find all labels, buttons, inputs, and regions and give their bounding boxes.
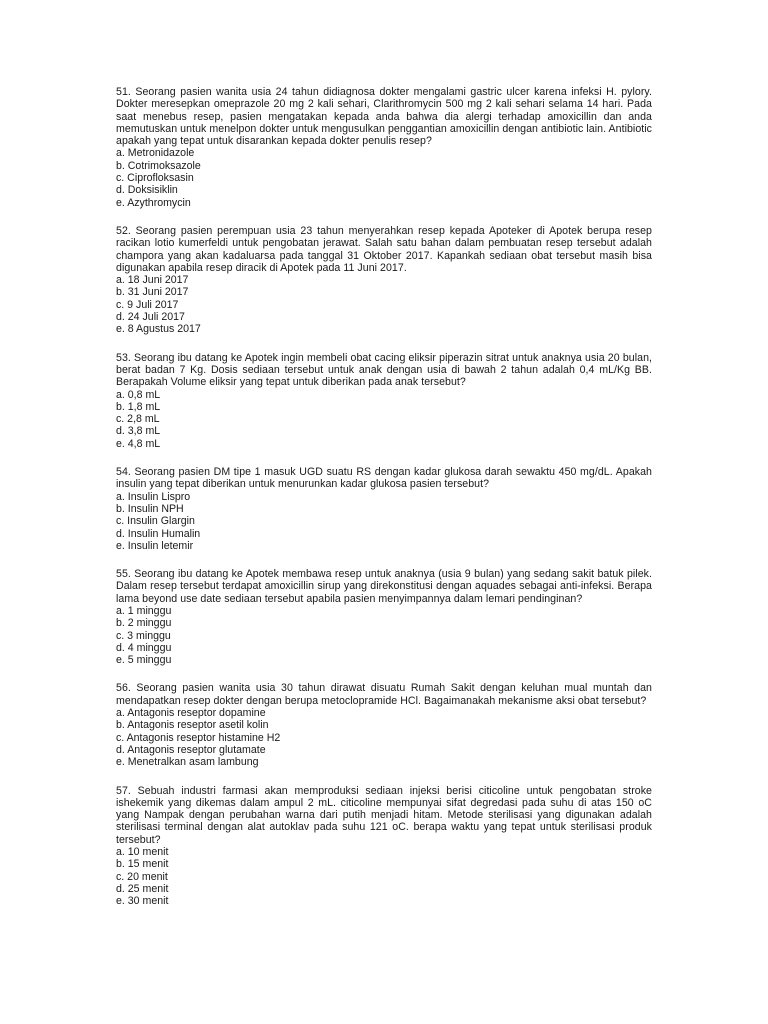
option-b: b. 1,8 mL: [116, 400, 161, 413]
option-a: a. Insulin Lispro: [116, 490, 191, 503]
option-list: [116, 707, 652, 768]
option-d: d. Doksisiklin: [116, 184, 178, 197]
option-e: e. 4,8 mL: [116, 437, 161, 450]
option-a: a. 18 Juni 2017: [116, 274, 189, 287]
option-b: b. Antagonis reseptor asetil kolin: [116, 719, 269, 732]
question-stem: 54. Seorang pasien DM tipe 1 masuk UGD suatu RS dengan kadar glukosa darah sewaktu 450 mg/dL. Apakah insulin yang tepat diberikan untuk menurunkan kadar glukosa pasien tersebut?: [116, 466, 652, 491]
question-stem: 57. Sebuah industri farmasi akan memproduksi sediaan injeksi berisi citicoline untuk pengobatan stroke ishekemik yang dikemas dalam ampul 2 mL. citicoline mempunyai sifat degredasi pada suhu di atas 150 oC yang Nampak dengan perubahan warna dari putih menjadi hitam. Metode sterilisasi yang digunakan adalah sterilisasi terminal dengan alat autoklav pada suhu 121 oC. berapa waktu yang tepat untuk sterilisasi produk tersebut?: [116, 784, 652, 846]
option-b: b. 31 Juni 2017: [116, 286, 189, 299]
option-c: c. 3 minggu: [116, 629, 171, 642]
question-stem: 52. Seorang pasien perempuan usia 23 tahun menyerahkan resep kepada Apoteker di Apotek berupa resep racikan lotio kumerfeldi untuk pengobatan jerawat. Salah satu bahan dalam pembuatan resep tersebut adalah champora yang akan kadaluarsa pada tanggal 31 Oktober 2017. Kapankah sediaan obat tersebut masih bisa digunakan apabila resep diracik di Apotek pada 11 Juni 2017.: [116, 224, 652, 274]
question-53: [116, 352, 652, 450]
question-57: [116, 785, 652, 908]
option-a: a. 0,8 mL: [116, 388, 161, 401]
option-d: d. 24 Juli 2017: [116, 311, 185, 324]
option-d: d. Insulin Humalin: [116, 527, 201, 540]
option-c: c. Antagonis reseptor histamine H2: [116, 731, 281, 744]
question-52: [116, 225, 652, 336]
option-list: [116, 491, 652, 552]
option-list: [116, 147, 652, 208]
option-d: d. 25 menit: [116, 882, 169, 895]
option-e: e. 30 menit: [116, 895, 169, 908]
option-b: b. Cotrimoksazole: [116, 159, 201, 172]
option-e: e. 8 Agustus 2017: [116, 323, 201, 336]
question-stem: 55. Seorang ibu datang ke Apotek membawa resep untuk anaknya (usia 9 bulan) yang sedang sakit batuk pilek. Dalam resep tersebut terdapat amoxicillin sirup yang direkonstitusi dengan aquades sebagai anti-infeksi. Berapa lama beyond use date sediaan tersebut apabila pasien menyimpannya dalam lemari pendinginan?: [116, 568, 652, 605]
option-e: e. Azythromycin: [116, 196, 191, 209]
option-list: [116, 605, 652, 666]
question-list: [116, 86, 652, 924]
question-stem: 51. Seorang pasien wanita usia 24 tahun didiagnosa dokter mengalami gastric ulcer karena infeksi H. pylory. Dokter meresepkan omeprazole 20 mg 2 kali sehari, Clarithromycin 500 mg 2 kali sehari selama 14 hari. Pada saat menebus resep, pasien mengatakan kepada anda bahwa dia alergi terhadap amoxicillin dan anda memutuskan untuk menelpon dokter untuk mengusulkan penggantian amoxicillin dengan antibiotic lain. Antibiotic apakah yang tepat untuk disarankan kepada dokter penulis resep?: [116, 86, 652, 148]
question-56: [116, 682, 652, 768]
option-d: d. 3,8 mL: [116, 425, 161, 438]
option-list: [116, 846, 652, 907]
option-a: a. Antagonis reseptor dopamine: [116, 707, 266, 720]
option-list: [116, 389, 652, 450]
option-c: c. 9 Juli 2017: [116, 298, 179, 311]
option-a: a. 1 minggu: [116, 604, 172, 617]
option-e: e. 5 minggu: [116, 654, 172, 667]
question-stem: 56. Seorang pasien wanita usia 30 tahun dirawat disuatu Rumah Sakit dengan keluhan mual muntah dan mendapatkan resep dokter dengan berupa metoclopramide HCl. Bagaimanakah mekanisme aksi obat tersebut?: [116, 682, 652, 707]
option-e: e. Insulin letemir: [116, 539, 194, 552]
option-d: d. Antagonis reseptor glutamate: [116, 743, 266, 756]
question-51: [116, 86, 652, 209]
option-c: c. 2,8 mL: [116, 413, 160, 426]
option-e: e. Menetralkan asam lambung: [116, 756, 259, 769]
option-c: c. Ciprofloksasin: [116, 172, 194, 185]
question-54: [116, 466, 652, 552]
option-b: b. Insulin NPH: [116, 502, 184, 515]
option-c: c. Insulin Glargin: [116, 515, 195, 528]
option-a: a. 10 menit: [116, 846, 169, 859]
question-stem: 53. Seorang ibu datang ke Apotek ingin membeli obat cacing eliksir piperazin sitrat untuk anaknya usia 20 bulan, berat badan 7 Kg. Dosis sediaan tersebut untuk anak dengan usia di bawah 2 tahun adalah 0,4 mL/Kg BB. Berapakah Volume eliksir yang tepat untuk diberikan pada anak tersebut?: [116, 351, 652, 389]
option-d: d. 4 minggu: [116, 641, 172, 654]
option-c: c. 20 menit: [116, 870, 168, 883]
option-b: b. 15 menit: [116, 858, 169, 871]
option-b: b. 2 minggu: [116, 617, 172, 630]
question-55: [116, 568, 652, 666]
option-list: [116, 274, 652, 335]
option-a: a. Metronidazole: [116, 147, 195, 160]
